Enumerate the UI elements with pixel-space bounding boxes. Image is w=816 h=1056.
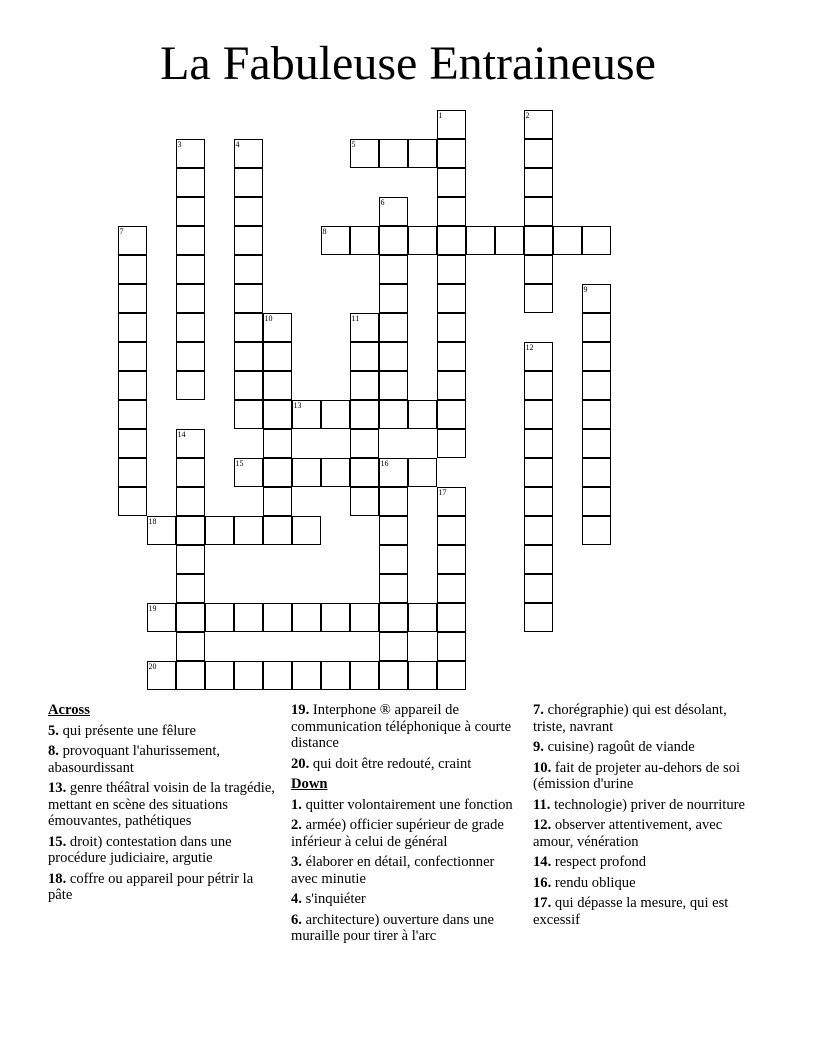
- grid-cell[interactable]: [176, 516, 205, 545]
- grid-cell[interactable]: [437, 284, 466, 313]
- grid-cell[interactable]: [176, 603, 205, 632]
- grid-cell[interactable]: [553, 226, 582, 255]
- grid-cell[interactable]: [176, 632, 205, 661]
- clue-down-3: 3. élaborer en détail, confectionner avec minutie: [291, 854, 495, 887]
- grid-cell[interactable]: [437, 545, 466, 574]
- clue-number: 5: [351, 140, 356, 149]
- grid-cell[interactable]: [205, 516, 234, 545]
- grid-cell[interactable]: [118, 487, 147, 516]
- grid-cell[interactable]: [437, 574, 466, 603]
- grid-cell[interactable]: [176, 197, 205, 226]
- grid-cell[interactable]: [524, 516, 553, 545]
- clue-number: 14: [177, 430, 186, 439]
- grid-cell[interactable]: [524, 371, 553, 400]
- grid-cell[interactable]: [234, 197, 263, 226]
- grid-cell[interactable]: [118, 226, 147, 255]
- clue-down-14: 14. respect profond: [533, 854, 647, 870]
- clue-number: 20: [148, 662, 157, 671]
- clue-number: 8: [322, 227, 327, 236]
- grid-cell[interactable]: [582, 371, 611, 400]
- grid-cell[interactable]: [437, 197, 466, 226]
- grid-cell[interactable]: [118, 255, 147, 284]
- grid-cell[interactable]: [263, 313, 292, 342]
- clue-across-19: 19. Interphone ® appareil de communication téléphonique à courte distance: [291, 702, 512, 751]
- grid-cell[interactable]: [524, 168, 553, 197]
- grid-cell[interactable]: [118, 429, 147, 458]
- grid-cell[interactable]: [524, 197, 553, 226]
- grid-cell[interactable]: [466, 226, 495, 255]
- grid-cell[interactable]: [176, 168, 205, 197]
- clue-number: 15: [235, 459, 244, 468]
- grid-cell[interactable]: [263, 371, 292, 400]
- grid-cell[interactable]: [350, 139, 379, 168]
- grid-cell[interactable]: [350, 226, 379, 255]
- clue-down-9: 9. cuisine) ragoût de viande: [533, 739, 695, 755]
- grid-cell[interactable]: [379, 661, 408, 690]
- clues-column-1: [48, 702, 276, 908]
- grid-cell[interactable]: [379, 516, 408, 545]
- grid-cell[interactable]: [118, 313, 147, 342]
- clue-number: 2: [525, 111, 530, 120]
- grid-cell[interactable]: [437, 342, 466, 371]
- grid-cell[interactable]: [582, 487, 611, 516]
- grid-cell[interactable]: [234, 168, 263, 197]
- grid-cell[interactable]: [350, 661, 379, 690]
- grid-cell[interactable]: [176, 429, 205, 458]
- clue-across-5: 5. qui présente une fêlure: [48, 722, 196, 739]
- grid-cell[interactable]: [379, 487, 408, 516]
- grid-cell[interactable]: [408, 603, 437, 632]
- clue-down-1: 1. quitter volontairement une fonction: [291, 796, 513, 813]
- grid-cell[interactable]: [176, 284, 205, 313]
- grid-cell[interactable]: [437, 313, 466, 342]
- grid-cell[interactable]: [176, 139, 205, 168]
- grid-cell[interactable]: [408, 400, 437, 429]
- grid-cell[interactable]: [234, 342, 263, 371]
- grid-cell[interactable]: [350, 603, 379, 632]
- grid-cell[interactable]: [176, 342, 205, 371]
- clue-down-16: 16. rendu oblique: [533, 874, 636, 891]
- grid-cell[interactable]: [118, 458, 147, 487]
- grid-cell[interactable]: [524, 603, 553, 632]
- grid-cell[interactable]: [350, 342, 379, 371]
- clue-across-8: 8. provoquant l'ahurissement, abasourdissant: [48, 743, 221, 776]
- grid-cell[interactable]: [524, 226, 553, 255]
- clue-down-17: 17. qui dépasse la mesure, qui est excessif: [533, 895, 729, 928]
- grid-cell[interactable]: [379, 632, 408, 661]
- clue-number: 17: [438, 488, 447, 497]
- grid-cell[interactable]: [234, 313, 263, 342]
- grid-cell[interactable]: [321, 226, 350, 255]
- grid-cell[interactable]: [524, 545, 553, 574]
- clue-number: 16: [380, 459, 389, 468]
- grid-cell[interactable]: [582, 400, 611, 429]
- grid-cell[interactable]: [147, 603, 176, 632]
- grid-cell[interactable]: [379, 371, 408, 400]
- grid-cell[interactable]: [379, 226, 408, 255]
- grid-cell[interactable]: [437, 139, 466, 168]
- grid-cell[interactable]: [524, 139, 553, 168]
- grid-cell[interactable]: [234, 661, 263, 690]
- grid-cell[interactable]: [263, 342, 292, 371]
- clue-across-13: 13. genre théâtral voisin de la tragédie, mettant en scène des situations émouvantes, pathétiques: [48, 780, 275, 829]
- grid-cell[interactable]: [408, 458, 437, 487]
- grid-cell[interactable]: [379, 603, 408, 632]
- puzzle-title: La Fabuleuse Entraineuse: [160, 37, 656, 90]
- grid-cell[interactable]: [495, 226, 524, 255]
- grid-cell[interactable]: [234, 284, 263, 313]
- clue-across-20: 20. qui doit être redouté, craint: [291, 755, 472, 772]
- grid-cell[interactable]: [437, 487, 466, 516]
- grid-cell[interactable]: [234, 603, 263, 632]
- grid-cell[interactable]: [437, 632, 466, 661]
- grid-cell[interactable]: [437, 400, 466, 429]
- grid-cell[interactable]: [379, 342, 408, 371]
- grid-cell[interactable]: [582, 313, 611, 342]
- clue-down-6: 6. architecture) ouverture dans une muraille pour tirer à l'arc: [291, 911, 495, 944]
- grid-cell[interactable]: [234, 458, 263, 487]
- grid-cell[interactable]: [205, 603, 234, 632]
- clue-number: 9: [583, 285, 588, 294]
- grid-cell[interactable]: [118, 371, 147, 400]
- clue-down-7: 7. chorégraphie) qui est désolant, triste, navrant: [533, 702, 727, 735]
- grid-cell[interactable]: [408, 661, 437, 690]
- grid-cell[interactable]: [582, 284, 611, 313]
- grid-cell[interactable]: [176, 226, 205, 255]
- grid-cell[interactable]: [524, 255, 553, 284]
- clue-number: 1: [438, 111, 443, 120]
- grid-cell[interactable]: [176, 371, 205, 400]
- grid-cell[interactable]: [379, 574, 408, 603]
- clue-down-11: 11. technologie) priver de nourriture: [533, 796, 745, 813]
- grid-cell[interactable]: [263, 400, 292, 429]
- clue-across-15: 15. droit) contestation dans une procédure judiciaire, argutie: [48, 833, 232, 866]
- grid-cell[interactable]: [147, 516, 176, 545]
- grid-cell[interactable]: [524, 400, 553, 429]
- grid-cell[interactable]: [350, 487, 379, 516]
- clue-number: 13: [293, 401, 302, 410]
- grid-cell[interactable]: [408, 139, 437, 168]
- grid-cell[interactable]: [263, 458, 292, 487]
- grid-cell[interactable]: [524, 284, 553, 313]
- grid-cell[interactable]: [524, 574, 553, 603]
- grid-cell[interactable]: [321, 458, 350, 487]
- grid-cell[interactable]: [263, 429, 292, 458]
- grid-cell[interactable]: [176, 255, 205, 284]
- down-heading: Down: [291, 776, 328, 792]
- grid-cell[interactable]: [524, 110, 553, 139]
- grid-cell[interactable]: [263, 603, 292, 632]
- grid-cell[interactable]: [524, 342, 553, 371]
- grid-cell[interactable]: [437, 661, 466, 690]
- grid-cell[interactable]: [292, 516, 321, 545]
- clue-number: 6: [380, 198, 385, 207]
- clue-number: 18: [148, 517, 157, 526]
- grid-cell[interactable]: [379, 458, 408, 487]
- grid-cell[interactable]: [379, 197, 408, 226]
- grid-cell[interactable]: [437, 110, 466, 139]
- clue-across-18: 18. coffre ou appareil pour pétrir la pâte: [48, 870, 254, 903]
- clue-number: 3: [177, 140, 182, 149]
- grid-cell[interactable]: [118, 342, 147, 371]
- grid-cell[interactable]: [437, 429, 466, 458]
- grid-cell[interactable]: [379, 545, 408, 574]
- grid-cell[interactable]: [350, 313, 379, 342]
- clue-down-2: 2. armée) officier supérieur de grade inférieur à celui de général: [291, 817, 504, 850]
- grid-cell[interactable]: [234, 400, 263, 429]
- grid-cell[interactable]: [437, 168, 466, 197]
- grid-cell[interactable]: [524, 458, 553, 487]
- clues-column-2: [291, 702, 519, 949]
- grid-cell[interactable]: [321, 400, 350, 429]
- grid-cell[interactable]: [524, 487, 553, 516]
- grid-cell[interactable]: [582, 342, 611, 371]
- grid-cell[interactable]: [176, 487, 205, 516]
- grid-cell[interactable]: [350, 458, 379, 487]
- grid-cell[interactable]: [176, 313, 205, 342]
- grid-cell[interactable]: [118, 284, 147, 313]
- grid-cell[interactable]: [205, 661, 234, 690]
- grid-cell[interactable]: [234, 139, 263, 168]
- clue-number: 4: [235, 140, 240, 149]
- clue-number: 7: [119, 227, 124, 236]
- grid-cell[interactable]: [437, 603, 466, 632]
- grid-cell[interactable]: [263, 487, 292, 516]
- clue-down-4: 4. s'inquiéter: [291, 891, 366, 907]
- grid-cell[interactable]: [234, 516, 263, 545]
- grid-cell[interactable]: [379, 284, 408, 313]
- grid-cell[interactable]: [379, 313, 408, 342]
- grid-cell[interactable]: [147, 661, 176, 690]
- grid-cell[interactable]: [437, 371, 466, 400]
- grid-cell[interactable]: [582, 516, 611, 545]
- across-heading: Across: [48, 702, 90, 718]
- grid-cell[interactable]: [437, 226, 466, 255]
- clue-number: 11: [351, 314, 360, 323]
- grid-cell[interactable]: [292, 603, 321, 632]
- grid-cell[interactable]: [263, 516, 292, 545]
- grid-cell[interactable]: [350, 400, 379, 429]
- grid-cell[interactable]: [379, 139, 408, 168]
- grid-cell[interactable]: [176, 574, 205, 603]
- grid-cell[interactable]: [350, 371, 379, 400]
- grid-cell[interactable]: [234, 226, 263, 255]
- grid-cell[interactable]: [408, 226, 437, 255]
- grid-cell[interactable]: [292, 400, 321, 429]
- grid-cell[interactable]: [582, 458, 611, 487]
- clue-down-10: 10. fait de projeter au-dehors de soi (émission d'urine: [533, 759, 741, 792]
- grid-cell[interactable]: [292, 458, 321, 487]
- grid-cell[interactable]: [321, 603, 350, 632]
- grid-cell[interactable]: [292, 661, 321, 690]
- grid-cell[interactable]: [437, 255, 466, 284]
- grid-cell[interactable]: [176, 661, 205, 690]
- grid-cell[interactable]: [582, 226, 611, 255]
- grid-cell[interactable]: [350, 429, 379, 458]
- clue-down-12: 12. observer attentivement, avec amour, vénération: [533, 817, 723, 850]
- grid-cell[interactable]: [379, 255, 408, 284]
- grid-cell[interactable]: [234, 371, 263, 400]
- clue-number: 12: [525, 343, 534, 352]
- grid-cell[interactable]: [524, 429, 553, 458]
- grid-cell[interactable]: [234, 255, 263, 284]
- clue-number: 10: [264, 314, 273, 323]
- grid-cell[interactable]: [582, 429, 611, 458]
- clues-column-3: [533, 702, 761, 932]
- grid-cell[interactable]: [321, 661, 350, 690]
- clue-number: 19: [148, 604, 157, 613]
- grid-cell[interactable]: [176, 545, 205, 574]
- grid-cell[interactable]: [176, 458, 205, 487]
- grid-cell[interactable]: [118, 400, 147, 429]
- grid-cell[interactable]: [437, 516, 466, 545]
- grid-cell[interactable]: [379, 400, 408, 429]
- grid-cell[interactable]: [263, 661, 292, 690]
